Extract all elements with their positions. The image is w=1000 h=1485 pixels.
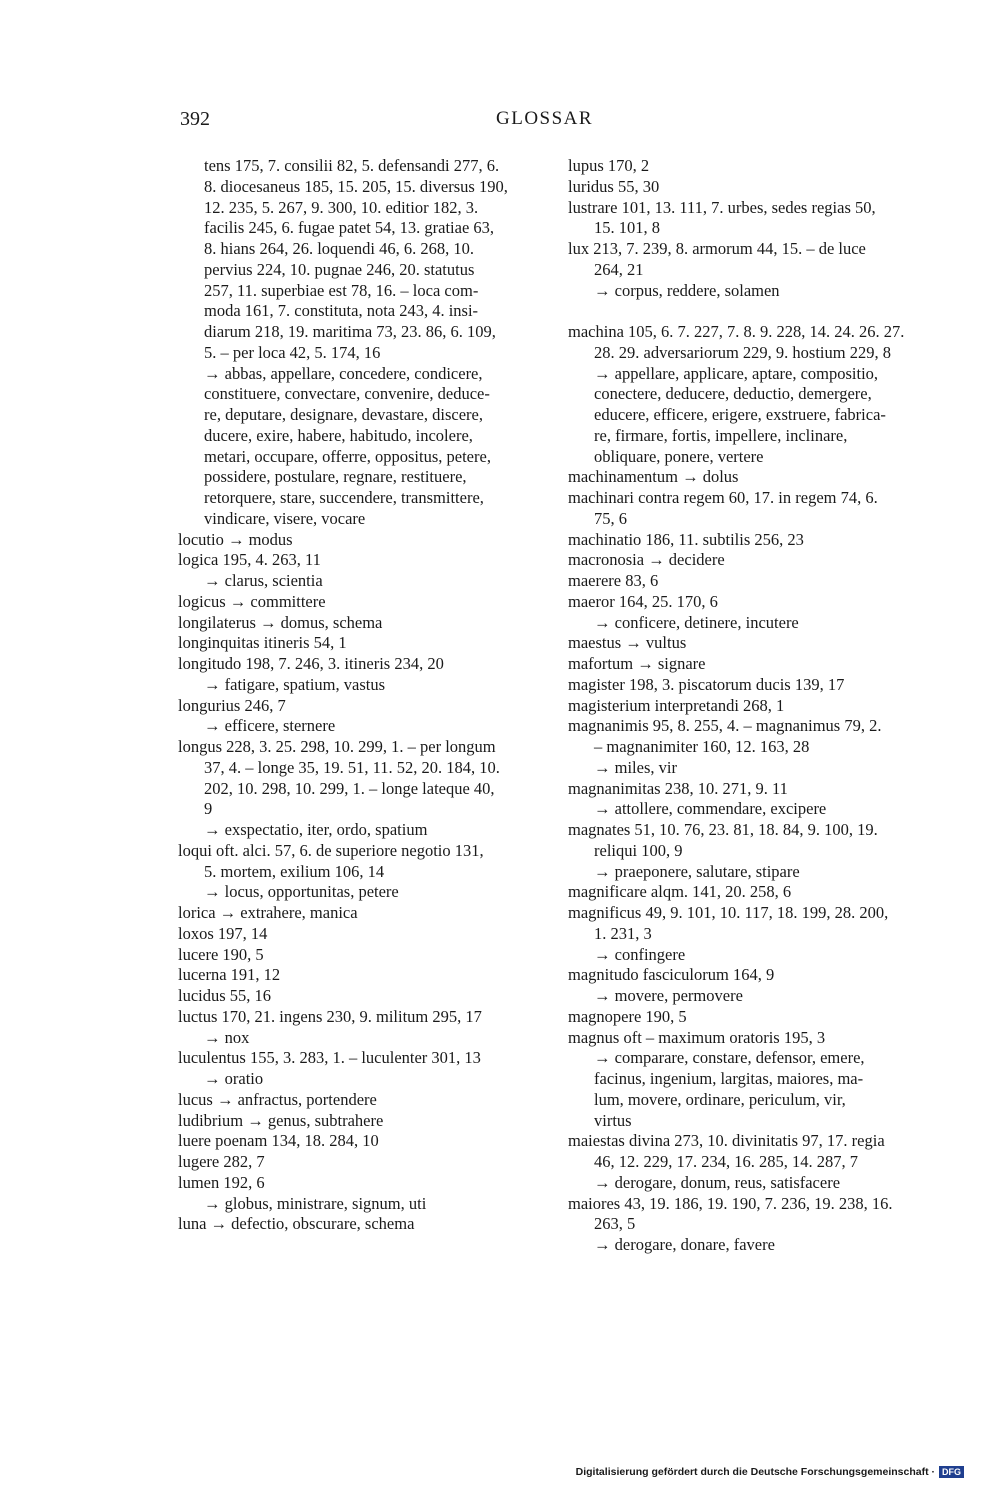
glossary-entry: mafortum → signare (568, 654, 706, 673)
cross-reference-line: → appellare, applicare, aptare, compositio, (594, 363, 879, 383)
cross-reference-line: lum, movere, ordinare, periculum, vir, (594, 1089, 846, 1109)
glossary-entry: magnates 51, 10. 76, 23. 81, 18. 84, 9. 100, 19. (568, 820, 878, 839)
cross-reference-line: → derogare, donare, favere (594, 1235, 775, 1254)
glossary-line: 263, 5 (594, 1214, 636, 1234)
cross-reference-line: possidere, postulare, regnare, restituere, (204, 467, 467, 487)
glossary-line: 264, 21 (594, 259, 644, 279)
cross-reference-line: → efficere, sternere (204, 716, 336, 736)
cross-reference-line: retorquere, stare, succendere, transmittere, (204, 488, 484, 507)
glossary-line: 8. diocesaneus 185, 15. 205, 15. diversus 190, (204, 176, 508, 196)
glossary-entry: maerere 83, 6 (568, 571, 659, 590)
cross-reference-line: educere, efficere, erigere, exstruere, fabrica- (594, 405, 886, 424)
glossary-entry: lustrare 101, 13. 111, 7. urbes, sedes regias 50, (568, 197, 876, 217)
glossary-entry: maiestas divina 273, 10. divinitatis 97, 17. regia (568, 1131, 885, 1151)
glossary-line: 5. – per loca 42, 5. 174, 16 (204, 342, 381, 362)
glossary-line: diarum 218, 19. maritima 73, 23. 86, 6. 109, (204, 322, 496, 341)
glossary-entry: machinari contra regem 60, 17. in regem 74, 6. (568, 488, 878, 507)
cross-reference-line: → attollere, commendare, excipere (594, 799, 827, 819)
section-gap (568, 301, 906, 322)
glossary-entry: lucerna 191, 12 (178, 965, 281, 985)
glossary-entry: longurius 246, 7 (178, 695, 286, 715)
cross-reference-line: re, deputare, designare, devastare, discere, (204, 405, 483, 424)
glossary-entry: magnanimitas 238, 10. 271, 9. 11 (568, 778, 788, 798)
glossary-entry: logicus → committere (178, 591, 326, 611)
page-number: 392 (180, 108, 210, 130)
glossary-entry: lucere 190, 5 (178, 944, 264, 964)
glossary-entry: locutio → modus (178, 529, 293, 549)
cross-reference-line: → movere, permovere (594, 986, 743, 1005)
glossary-line: 202, 10. 298, 10. 299, 1. – longe lateque 40, (204, 778, 495, 798)
cross-reference-line: conectere, deducere, deductio, demergere, (594, 384, 872, 404)
glossary-entry: lumen 192, 6 (178, 1172, 265, 1192)
glossary-line: tens 175, 7. consilii 82, 5. defensandi 277, 6. (204, 156, 500, 175)
glossary-entry: ludibrium → genus, subtrahere (178, 1110, 384, 1130)
glossary-entry: longus 228, 3. 25. 298, 10. 299, 1. – per longum (178, 737, 496, 756)
glossary-entry: lux 213, 7. 239, 8. armorum 44, 15. – de luce (568, 239, 866, 258)
glossary-line: 28. 29. adversariorum 229, 9. hostium 229, 8 (594, 342, 891, 362)
glossary-line: 1. 231, 3 (594, 923, 652, 943)
cross-reference-line: → nox (204, 1027, 250, 1047)
cross-reference-line: → miles, vir (594, 757, 677, 777)
glossary-line: 15. 101, 8 (594, 218, 660, 238)
glossary-entry: lugere 282, 7 (178, 1152, 265, 1171)
glossary-entry: macronosia → decidere (568, 550, 725, 570)
glossary-entry: machina 105, 6. 7. 227, 7. 8. 9. 228, 14. 24. 26. 27. (568, 322, 905, 341)
glossary-entry: lucidus 55, 16 (178, 986, 272, 1005)
glossary-entry: luculentus 155, 3. 283, 1. – luculenter 301, 13 (178, 1048, 481, 1068)
funding-footer (576, 1466, 964, 1478)
glossary-line: 37, 4. – longe 35, 19. 51, 11. 52, 20. 184, 10. (204, 757, 500, 777)
dfg-logo: DFG (939, 1466, 964, 1478)
glossary-entry: magister 198, 3. piscatorum ducis 139, 17 (568, 674, 845, 694)
cross-reference-line: ducere, exire, habere, habitudo, incolere, (204, 425, 473, 445)
glossary-entry: luna → defectio, obscurare, schema (178, 1214, 415, 1234)
glossary-entry: maiores 43, 19. 186, 19. 190, 7. 236, 19. 238, 16. (568, 1193, 893, 1213)
cross-reference-line: obliquare, ponere, vertere (594, 446, 764, 466)
glossary-column-left (178, 156, 516, 1235)
glossary-entry: maestus → vultus (568, 633, 687, 653)
glossary-entry: longitudo 198, 7. 246, 3. itineris 234, 20 (178, 654, 444, 673)
cross-reference-line: → conficere, detinere, incutere (594, 612, 799, 632)
cross-reference-line: virtus (594, 1110, 632, 1130)
glossary-entry: luridus 55, 30 (568, 176, 660, 196)
cross-reference-line: → confingere (594, 944, 686, 964)
glossary-entry: lupus 170, 2 (568, 156, 650, 175)
running-head: GLOSSAR (496, 108, 594, 129)
glossary-line: 5. mortem, exilium 106, 14 (204, 861, 385, 881)
glossary-line: 257, 11. superbiae est 78, 16. – loca com- (204, 280, 479, 300)
glossary-entry: magnitudo fasciculorum 164, 9 (568, 965, 775, 985)
glossary-line: moda 161, 7. constituta, nota 243, 4. insi- (204, 301, 479, 321)
glossary-line: 12. 235, 5. 267, 9. 300, 10. editior 182, 3. (204, 197, 479, 217)
cross-reference-line: re, firmare, fortis, impellere, inclinare, (594, 425, 848, 445)
glossary-entry: magisterium interpretandi 268, 1 (568, 695, 785, 715)
glossary-line: – magnanimiter 160, 12. 163, 28 (594, 737, 810, 756)
cross-reference-line: → comparare, constare, defensor, emere, (594, 1048, 865, 1068)
cross-reference-line: → praeponere, salutare, stipare (594, 861, 800, 881)
glossary-entry: lucus → anfractus, portendere (178, 1089, 377, 1109)
glossary-line: reliqui 100, 9 (594, 840, 683, 860)
cross-reference-line: → globus, ministrare, signum, uti (204, 1193, 427, 1213)
glossary-entry: magnificare alqm. 141, 20. 258, 6 (568, 882, 792, 902)
funding-note: Digitalisierung gefördert durch die Deutsche Forschungsgemeinschaft · (575, 1466, 935, 1478)
glossary-entry: magnanimis 95, 8. 255, 4. – magnanimus 79, 2. (568, 716, 882, 736)
glossary-entry: magnus oft – maximum oratoris 195, 3 (568, 1027, 826, 1047)
glossary-line: 8. hians 264, 26. loquendi 46, 6. 268, 10. (204, 239, 474, 258)
cross-reference-line: facinus, ingenium, largitas, maiores, ma- (594, 1069, 864, 1088)
glossary-entry: magnopere 190, 5 (568, 1006, 687, 1026)
glossary-entry: magnificus 49, 9. 101, 10. 117, 18. 199, 28. 200, (568, 903, 889, 922)
glossary-entry: maeror 164, 25. 170, 6 (568, 591, 718, 611)
cross-reference-line: vindicare, visere, vocare (204, 508, 366, 528)
glossary-entry: longinquitas itineris 54, 1 (178, 633, 347, 653)
glossary-column-right (568, 156, 906, 1256)
cross-reference-line: → clarus, scientia (204, 571, 323, 590)
glossary-entry: machinamentum → dolus (568, 467, 739, 487)
glossary-entry: luctus 170, 21. ingens 230, 9. militum 295, 17 (178, 1006, 482, 1026)
cross-reference-line: → derogare, donum, reus, satisfacere (594, 1172, 841, 1192)
cross-reference-line: → oratio (204, 1069, 264, 1088)
glossary-entry: lorica → extrahere, manica (178, 903, 358, 922)
cross-reference-line: → fatigare, spatium, vastus (204, 674, 386, 694)
glossary-entry: longilaterus → domus, schema (178, 612, 383, 632)
cross-reference-line: → locus, opportunitas, petere (204, 882, 399, 902)
cross-reference-line: constituere, convectare, convenire, deduce- (204, 384, 490, 404)
glossary-entry: loqui oft. alci. 57, 6. de superiore negotio 131, (178, 840, 484, 860)
glossary-line: 75, 6 (594, 508, 627, 528)
cross-reference-line: → abbas, appellare, concedere, condicere, (204, 363, 483, 383)
glossary-line: facilis 245, 6. fugae patet 54, 13. gratiae 63, (204, 218, 495, 238)
glossary-line: 9 (204, 799, 213, 819)
glossary-line: pervius 224, 10. pugnae 246, 20. statutus (204, 259, 475, 279)
cross-reference-line: metari, occupare, offerre, oppositus, petere, (204, 446, 491, 466)
glossary-entry: loxos 197, 14 (178, 923, 268, 943)
glossary-entry: logica 195, 4. 263, 11 (178, 550, 321, 570)
glossary-entry: luere poenam 134, 18. 284, 10 (178, 1131, 379, 1151)
glossary-entry: machinatio 186, 11. subtilis 256, 23 (568, 529, 804, 549)
glossary-line: 46, 12. 229, 17. 234, 16. 285, 14. 287, 7 (594, 1152, 858, 1171)
cross-reference-line: → exspectatio, iter, ordo, spatium (204, 820, 428, 839)
cross-reference-line: → corpus, reddere, solamen (594, 280, 780, 300)
